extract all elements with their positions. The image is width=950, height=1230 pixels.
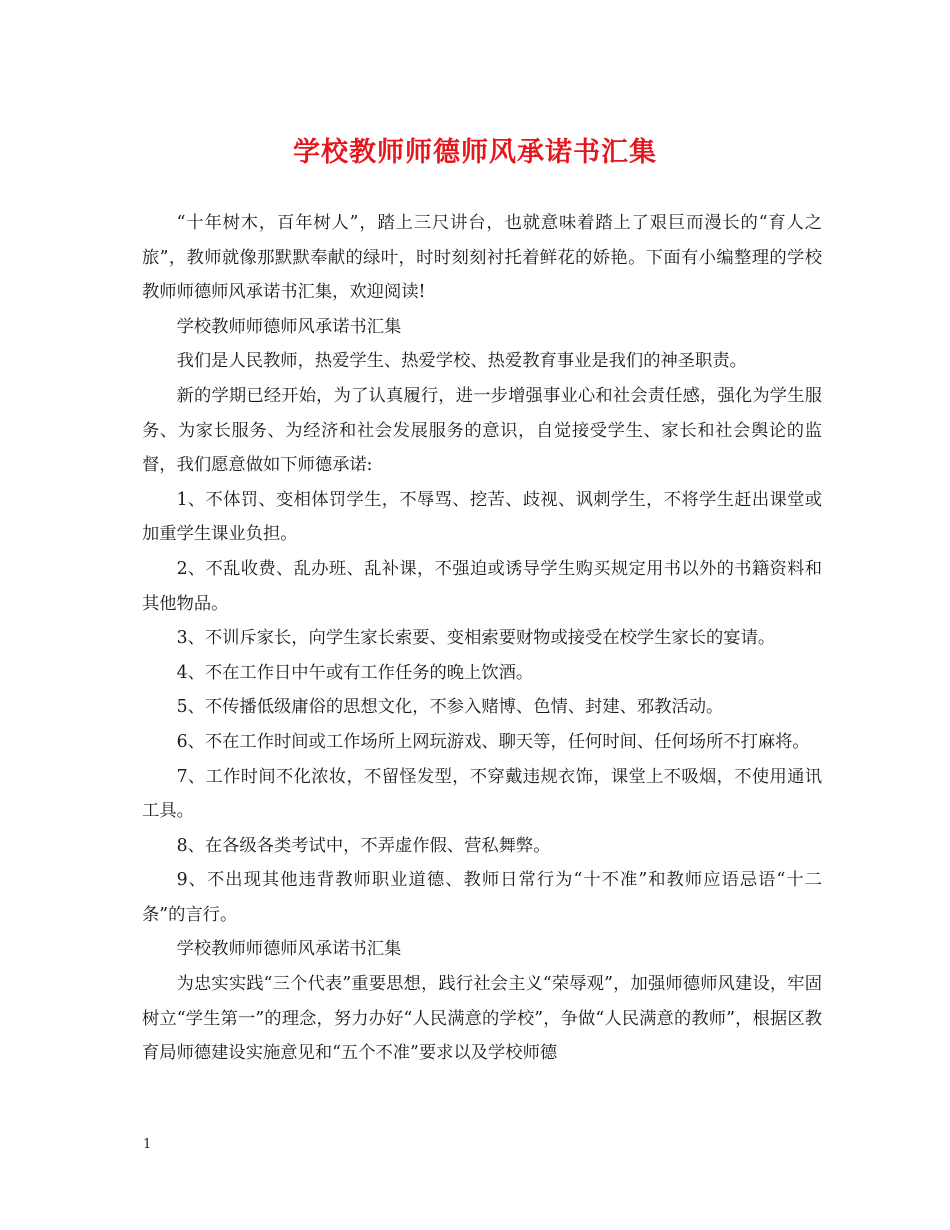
page-number: 1 — [143, 1137, 152, 1152]
list-item: 1、不体罚、变相体罚学生，不辱骂、挖苦、歧视、讽刺学生，不将学生赶出课堂或加重学生课业负担。 — [142, 489, 822, 545]
paragraph: 我们是人民教师，热爱学生、热爱学校、热爱教育事业是我们的神圣职责。 — [176, 351, 747, 372]
paragraph: 为忠实实践“三个代表”重要思想，践行社会主义“荣辱观”，加强师德师风建设，牢固树立“学生第一”的理念，努力办好“人民满意的学校”，争做“人民满意的教师”，根据区教育局师德建设实施意见和“五个不准”要求以及学校师德 — [142, 974, 822, 1064]
list-item: 6、不在工作时间或工作场所上网玩游戏、聊天等，任何时间、任何场所不打麻将。 — [176, 731, 810, 752]
document-body — [142, 206, 822, 1071]
document-title: 学校教师师德师风承诺书汇集 — [293, 137, 657, 168]
section-heading-1: 学校教师师德师风承诺书汇集 — [176, 316, 402, 337]
paragraph-intro: “十年树木，百年树人”，踏上三尺讲台，也就意味着踏上了艰巨而漫长的“育人之旅”，教师就像那默默奉献的绿叶，时时刻刻衬托着鲜花的娇艳。下面有小编整理的学校教师师德师风承诺书汇集，欢迎阅读! — [142, 213, 822, 303]
list-item: 3、不训斥家长，向学生家长索要、变相索要财物或接受在校学生家长的宴请。 — [176, 628, 776, 649]
list-item: 7、工作时间不化浓妆，不留怪发型，不穿戴违规衣饰，课堂上不吸烟，不使用通讯工具。 — [142, 766, 822, 822]
paragraph: 新的学期已经开始，为了认真履行，进一步增强事业心和社会责任感，强化为学生服务、为家长服务、为经济和社会发展服务的意识，自觉接受学生、家长和社会舆论的监督，我们愿意做如下师德承诺: — [142, 385, 822, 476]
list-item: 4、不在工作日中午或有工作任务的晚上饮酒。 — [176, 662, 534, 683]
list-item: 2、不乱收费、乱办班、乱补课，不强迫或诱导学生购买规定用书以外的书籍资料和其他物品。 — [142, 558, 822, 614]
list-item: 9、不出现其他违背教师职业道德、教师日常行为“十不准”和教师应语忌语“十二条”的言行。 — [142, 870, 822, 925]
list-item: 8、在各级各类考试中，不弄虚作假、营私舞弊。 — [176, 835, 551, 856]
list-item: 5、不传播低级庸俗的思想文化，不参入赌博、色情、封建、邪教活动。 — [176, 697, 724, 718]
section-heading-2: 学校教师师德师风承诺书汇集 — [176, 939, 402, 960]
